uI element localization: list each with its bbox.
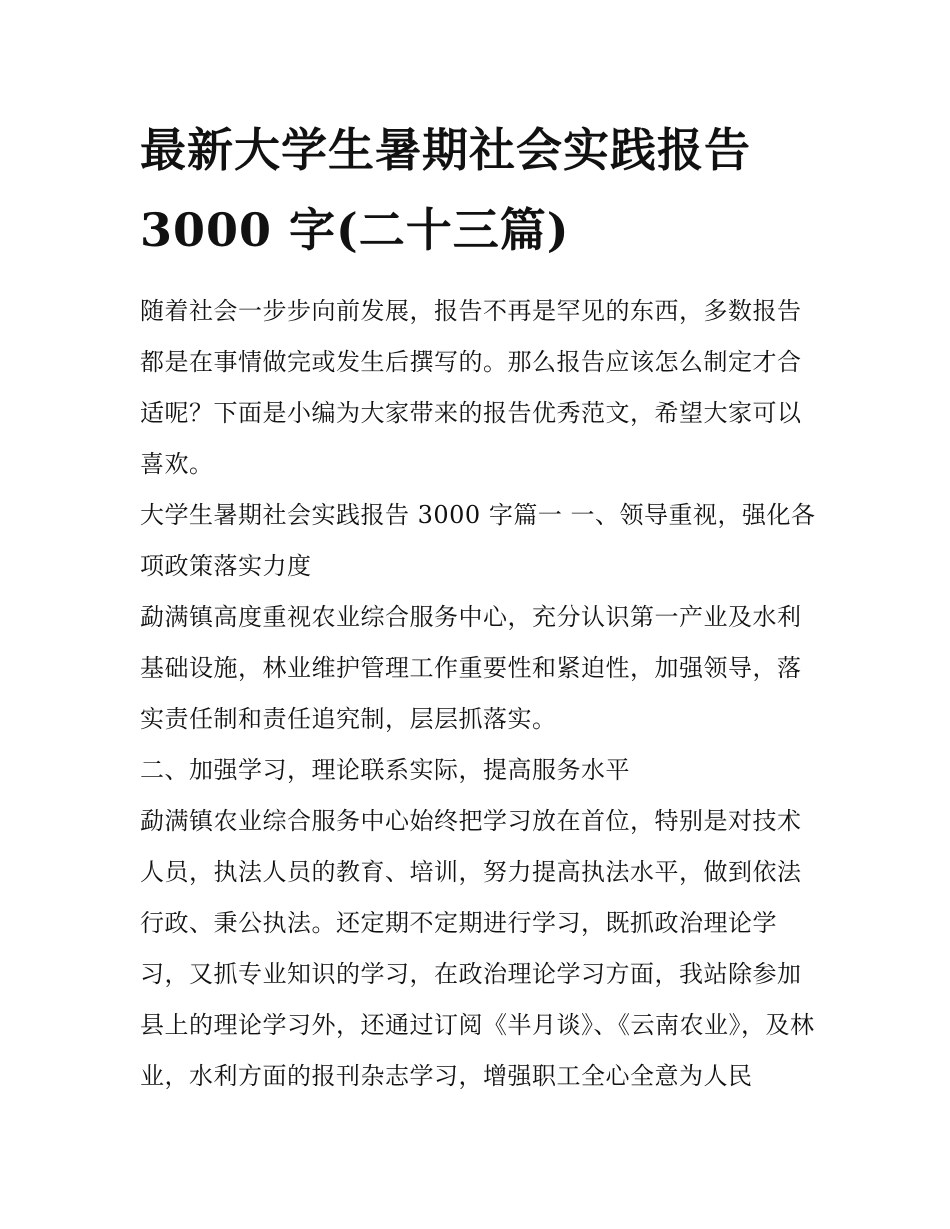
document-body: [140, 286, 820, 1102]
section-one-heading: 大学生暑期社会实践报告 3000 字篇一 一、领导重视，强化各项政策落实力度: [140, 501, 816, 580]
document-page: [140, 110, 820, 1102]
section-two-heading: 二、加强学习，理论联系实际，提高服务水平: [140, 756, 630, 784]
document-title-line-2: 3000 字(二十三篇): [140, 203, 570, 257]
document-title-line-1: 最新大学生暑期社会实践报告: [140, 123, 751, 177]
section-two-paragraph: 勐满镇农业综合服务中心始终把学习放在首位，特别是对技术人员，执法人员的教育、培训，努力提高执法水平，做到依法行政、秉公执法。还定期不定期进行学习，既抓政治理论学习，又抓专业知识的学习，在政治理论学习方面，我站除参加县上的理论学习外，还通过订阅《半月谈》、《云南农业》，及林业，水利方面的报刊杂志学习，增强职工全心全意为人民: [140, 807, 815, 1090]
section-one-paragraph: 勐满镇高度重视农业综合服务中心，充分认识第一产业及水利基础设施，林业维护管理工作重要性和紧迫性，加强领导，落实责任制和责任追究制，层层抓落实。: [140, 603, 802, 733]
intro-paragraph: 随着社会一步步向前发展，报告不再是罕见的东西，多数报告都是在事情做完或发生后撰写的。那么报告应该怎么制定才合适呢？下面是小编为大家带来的报告优秀范文，希望大家可以喜欢。: [140, 297, 802, 478]
document-title: [140, 110, 820, 270]
